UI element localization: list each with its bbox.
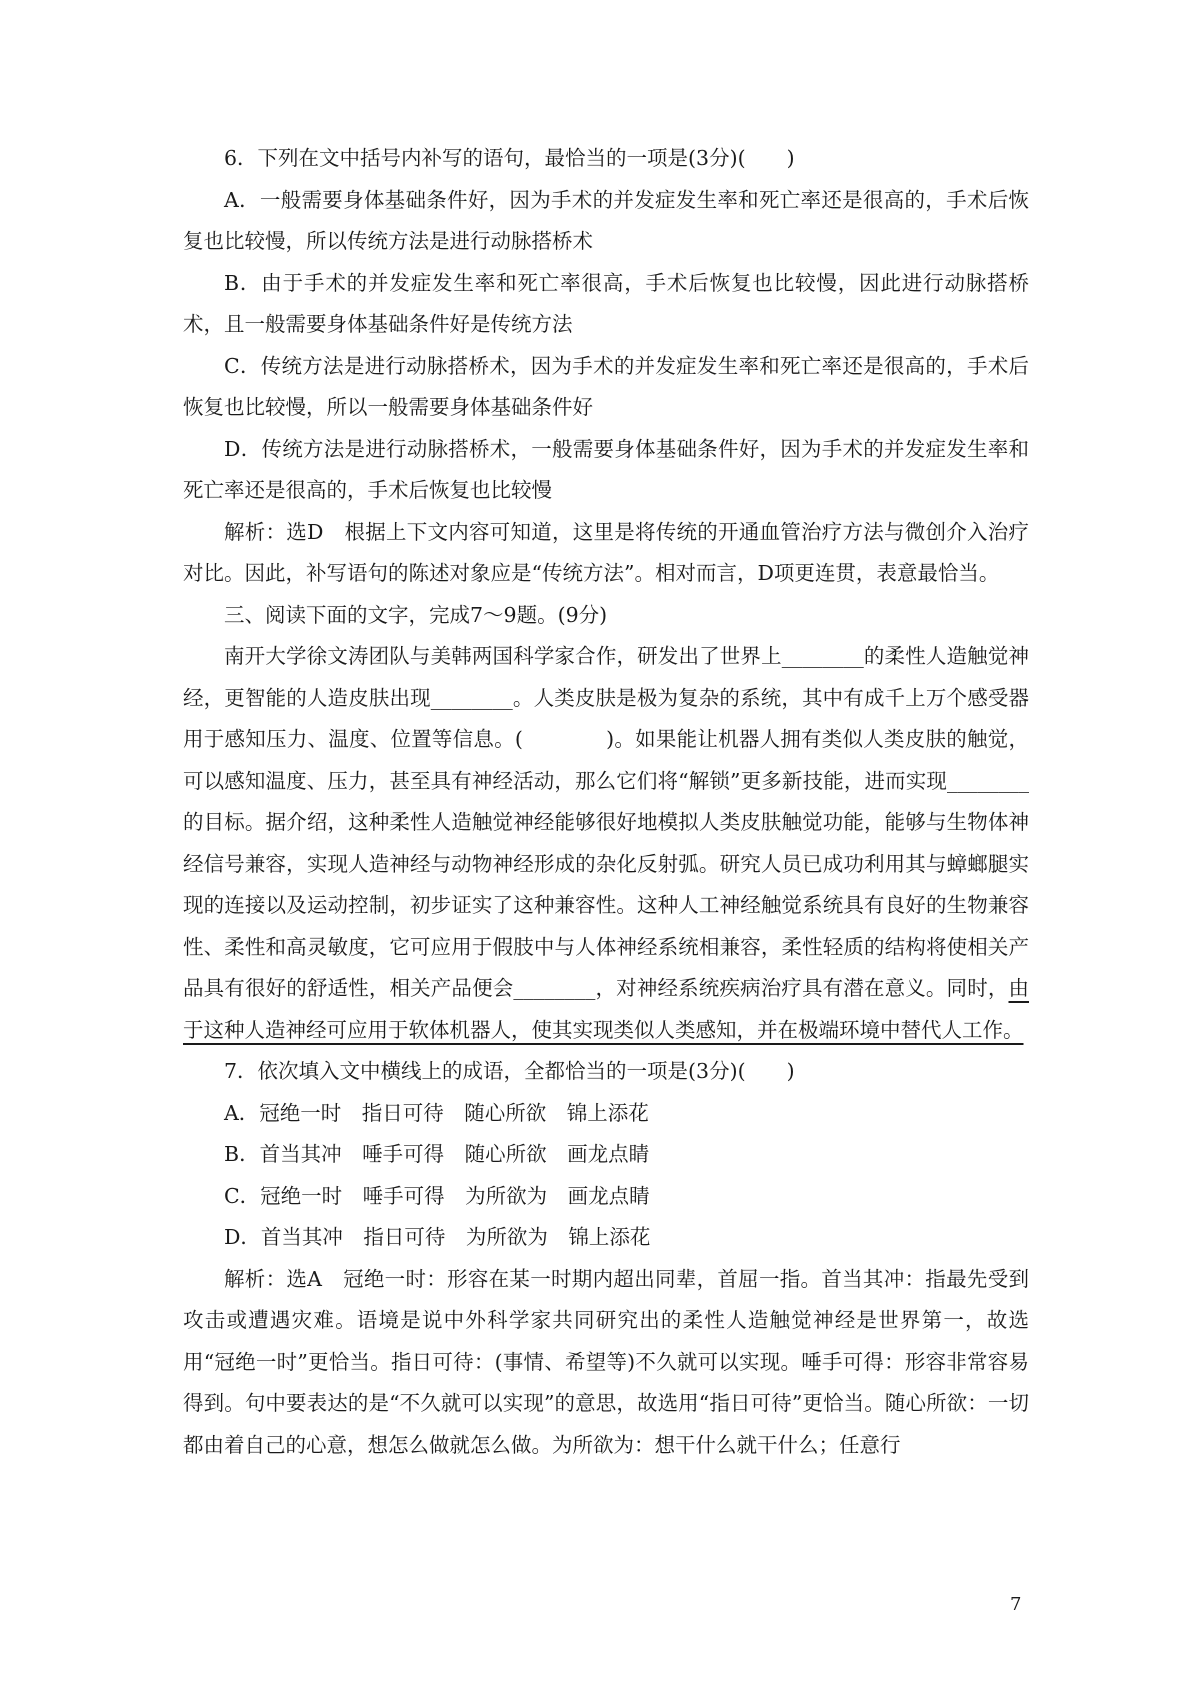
passage-main-text: 南开大学徐文涛团队与美韩两国科学家合作，研发出了世界上________的柔性人造触觉神经，更智能的人造皮肤出现________。人类皮肤是极为复杂的系统，其中有成千上万个感受器用于感知压力、温度、位置等信息。( )。如果能让机器人拥有类似人类皮肤的触觉，可以感知温度、压力，甚至具有神经活动，那么它们将“解锁”更多新技能，进而实现________的目标。据介绍，这种柔性人造触觉神经能够很好地模拟人类皮肤触觉功能，能够与生物体神经信号兼容，实现人造神经与动物神经形成的杂化反射弧。研究人员已成功利用其与蟑螂腿实现的连接以及运动控制，初步证实了这种兼容性。这种人工神经触觉系统具有良好的生物兼容性、柔性和高灵敏度，它可应用于假肢中与人体神经系统相兼容，柔性轻质的结构将使相关产品具有很好的舒适性，相关产品便会________，对神经系统疾病治疗具有潜在意义。同时， [183, 644, 1029, 1000]
section-3-heading: 三、阅读下面的文字，完成7～9题。(9分) [224, 602, 608, 627]
q6-option-a: A．一般需要身体基础条件好，因为手术的并发症发生率和死亡率还是很高的，手术后恢复也比较慢，所以传统方法是进行动脉搭桥术 [183, 187, 1029, 253]
q6-analysis: 解析：选D 根据上下文内容可知道，这里是将传统的开通血管治疗方法与微创介入治疗对比。因此，补写语句的陈述对象应是“传统方法”。相对而言，D项更连贯，表意最恰当。 [183, 519, 1029, 585]
q6-stem: 6．下列在文中括号内补写的语句，最恰当的一项是(3分)( ) [224, 146, 795, 170]
q7-option-b: B．首当其冲 唾手可得 随心所欲 画龙点睛 [224, 1142, 650, 1166]
q7-analysis: 解析：选A 冠绝一时：形容在某一时期内超出同辈，首屈一指。首当其冲：指最先受到攻击或遭遇灾难。语境是说中外科学家共同研究出的柔性人造触觉神经是世界第一，故选用“冠绝一时”更恰当。指日可待：(事情、希望等)不久就可以实现。唾手可得：形容非常容易得到。句中要表达的是“不久就可以实现”的意思，故选用“指日可待”更恰当。随心所欲：一切都由着自己的心意，想怎么做就怎么做。为所欲为：想干什么就干什么；任意行 [183, 1266, 1029, 1457]
q7-option-a: A．冠绝一时 指日可待 随心所欲 锦上添花 [224, 1100, 649, 1125]
q6-option-c: C．传统方法是进行动脉搭桥术，因为手术的并发症发生率和死亡率还是很高的，手术后恢复也比较慢，所以一般需要身体基础条件好 [183, 353, 1029, 419]
q7-option-d: D．首当其冲 指日可待 为所欲为 锦上添花 [224, 1225, 651, 1249]
q7-option-c: C．冠绝一时 唾手可得 为所欲为 画龙点睛 [224, 1183, 650, 1208]
page-number: 7 [1010, 1594, 1022, 1615]
q7-stem: 7．依次填入文中横线上的成语，全都恰当的一项是(3分)( ) [224, 1059, 795, 1083]
q6-option-d: D．传统方法是进行动脉搭桥术，一般需要身体基础条件好，因为手术的并发症发生率和死亡率还是很高的，手术后恢复也比较慢 [183, 436, 1029, 502]
page-content [183, 138, 1029, 1466]
q6-option-b: B．由于手术的并发症发生率和死亡率很高，手术后恢复也比较慢，因此进行动脉搭桥术，且一般需要身体基础条件好是传统方法 [183, 270, 1029, 336]
passage-underlined-sentence: 由于这种人造神经可应用于软体机器人，使其实现类似人类感知，并在极端环境中替代人工作。 [183, 976, 1029, 1042]
reading-passage [183, 636, 1029, 1051]
